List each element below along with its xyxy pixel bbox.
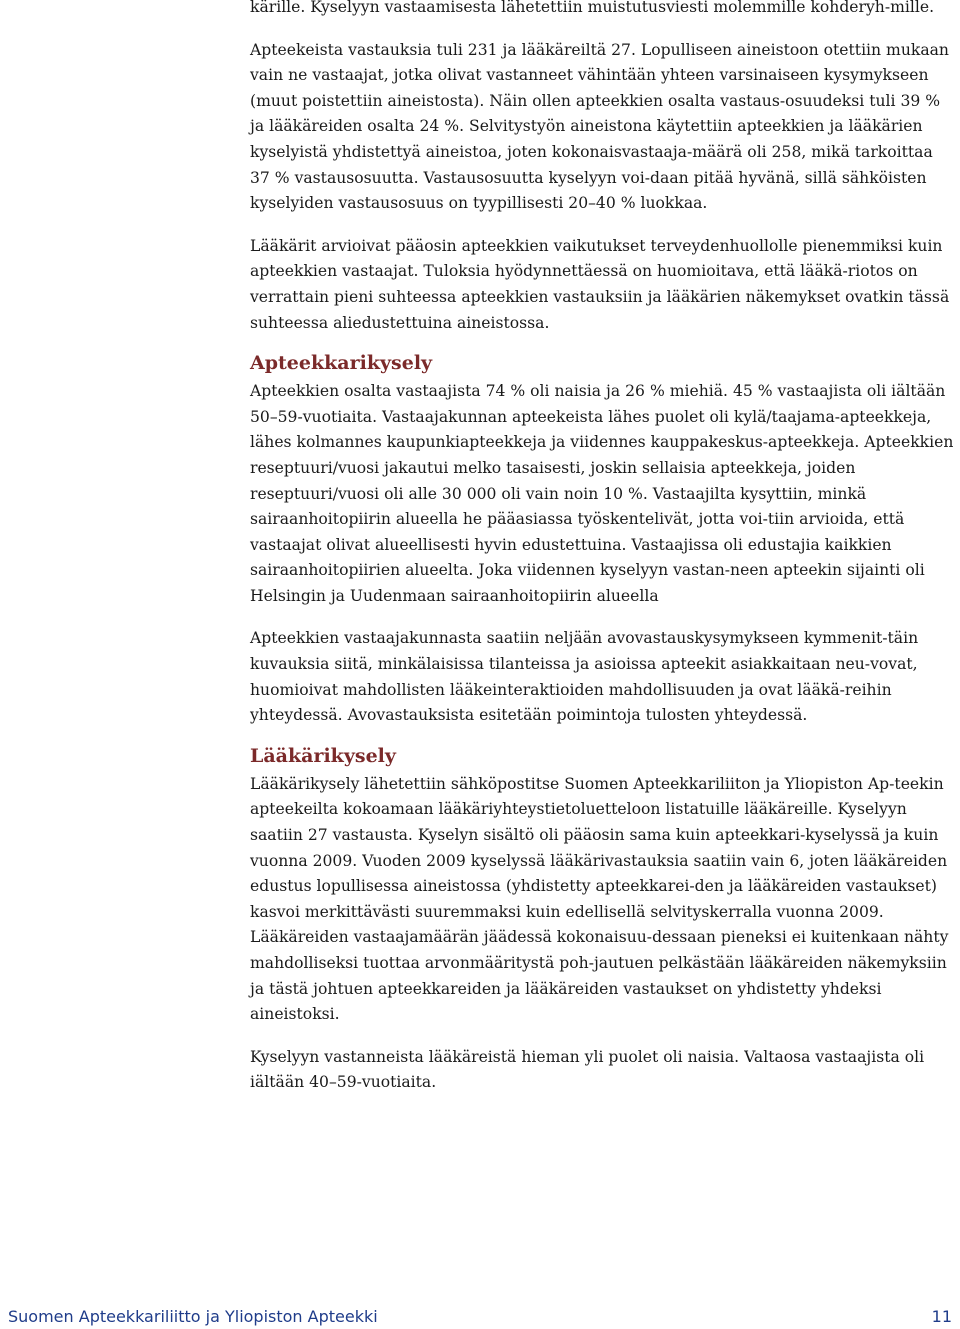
paragraph-open-answers: Apteekkien vastaajakunnasta saatiin neljään avovastauskysymykseen kymmenit-täin kuvauksia siitä, minkälaisissa tilanteissa ja asioissa apteekit asiakkaitaan neu-vovat, huomioivat mahdollisten lääkeinteraktioiden mahdollisuuden ja ovat lääkä-reihin yhteydessä. Avovastauksista esitetään poimintoja tulosten yhteydessä. — [250, 629, 919, 725]
paragraph-pharmacist-respondents: Apteekkien osalta vastaajista 74 % oli naisia ja 26 % miehiä. 45 % vastaajista oli iältään 50–59-vuotiaita. Vastaajakunnan apteekeista lähes puolet oli kylä/taajama-apteekkeja, lähes kolmannes kaupunkiapteekkeja ja viidennes kauppakeskus-apteekkeja. Apteekkien reseptuuri/vuosi jakautui melko tasaisesti, joskin sellaisia apteekkeja, joiden reseptuuri/vuosi oli alle 30 000 oli vain noin 10 %. Vastaajilta kysyttiin, minkä sairaanhoitopiirin alueella he pääasiassa työskentelivät, jotta voi-tiin arvioida, että vastaajat olivat alueellisesti hyvin edustettuina. Vastaajissa oli edustajia kaikkien sairaanhoitopiirien alueelta. Joka viidennen kyselyyn vastan-neen apteekin sijainti oli Helsingin ja Uudenmaan sairaanhoitopiirin alueella — [250, 382, 954, 605]
paragraph-doctor-assessment: Lääkärit arvioivat pääosin apteekkien vaikutukset terveydenhuollolle pienemmiksi kuin apteekkien vastaajat. Tuloksia hyödynnettäessä on huomioitava, että lääkä-riotos on verrattain pieni suhteessa apteekkien vastauksiin ja lääkärien näkemykset ovatkin tässä suhteessa aliedustettuina aineistossa. — [250, 236, 950, 332]
paragraph-doctor-respondents: Kyselyyn vastanneista lääkäreistä hieman yli puolet oli naisia. Valtaosa vastaajista oli iältään 40–59-vuotiaita. — [250, 1047, 925, 1092]
footer-publisher: Suomen Apteekkariliitto ja Yliopiston Apteekki — [8, 1307, 378, 1326]
heading-apteekkarikysely: Apteekkarikysely — [250, 352, 433, 375]
paragraph-survey-reminder: kärille. Kyselyyn vastaamisesta lähetettiin muistutusviesti molemmille kohderyh-mille. — [250, 0, 935, 16]
page-footer — [8, 1305, 952, 1329]
paragraph-doctor-survey: Lääkärikysely lähetettiin sähköpostitse Suomen Apteekkariliiton ja Yliopiston Ap-teekin apteekeilta kokoamaan lääkäriyhteystietoluetteloon listatuille lääkäreille. Kyselyyn saatiin 27 vastausta. Kyselyn sisältö oli pääosin sama kuin apteekkari-kyselyssä ja kuin vuonna 2009. Vuoden 2009 kyselyssä lääkärivastauksia saatiin vain 6, joten lääkäreiden edustus lopullisessa aineistossa (yhdistetty apteekkarei-den ja lääkäreiden vastaukset) kasvoi merkittävästi suuremmaksi kuin edellisellä selvityskerralla vuonna 2009. Lääkäreiden vastaajamäärän jäädessä kokonaisuu-dessaan pieneksi ei kuitenkaan nähty mahdolliseksi tuottaa arvonmääritystä poh-jautuen pelkästään lääkäreiden näkemyksiin ja tästä johtuen apteekkareiden ja lääkäreiden vastaukset on yhdistetty yhdeksi aineistoksi. — [250, 774, 949, 1024]
page-number: 11 — [931, 1307, 952, 1326]
paragraph-response-rates: Apteekeista vastauksia tuli 231 ja lääkäreiltä 27. Lopulliseen aineistoon otettiin mukaan vain ne vastaajat, jotka olivat vastanneet vähintään yhteen varsinaiseen kysymykseen (muut poistettiin aineistosta). Näin ollen apteekkien osalta vastaus-osuudeksi tuli 39 % ja lääkäreiden osalta 24 %. Selvitystyön aineistona käytettiin apteekkien ja lääkärien kyselyistä yhdistettyä aineistoa, joten kokonaisvastaaja-määrä oli 258, mikä tarkoittaa 37 % vastausosuutta. Vastausosuutta kyselyyn voi-daan pitää hyvänä, sillä sähköisten kyselyiden vastausosuus on tyypillisesti 20–40 % luokkaa. — [250, 40, 949, 213]
heading-laakarikysely: Lääkärikysely — [250, 744, 396, 767]
page-content — [250, 0, 956, 1096]
